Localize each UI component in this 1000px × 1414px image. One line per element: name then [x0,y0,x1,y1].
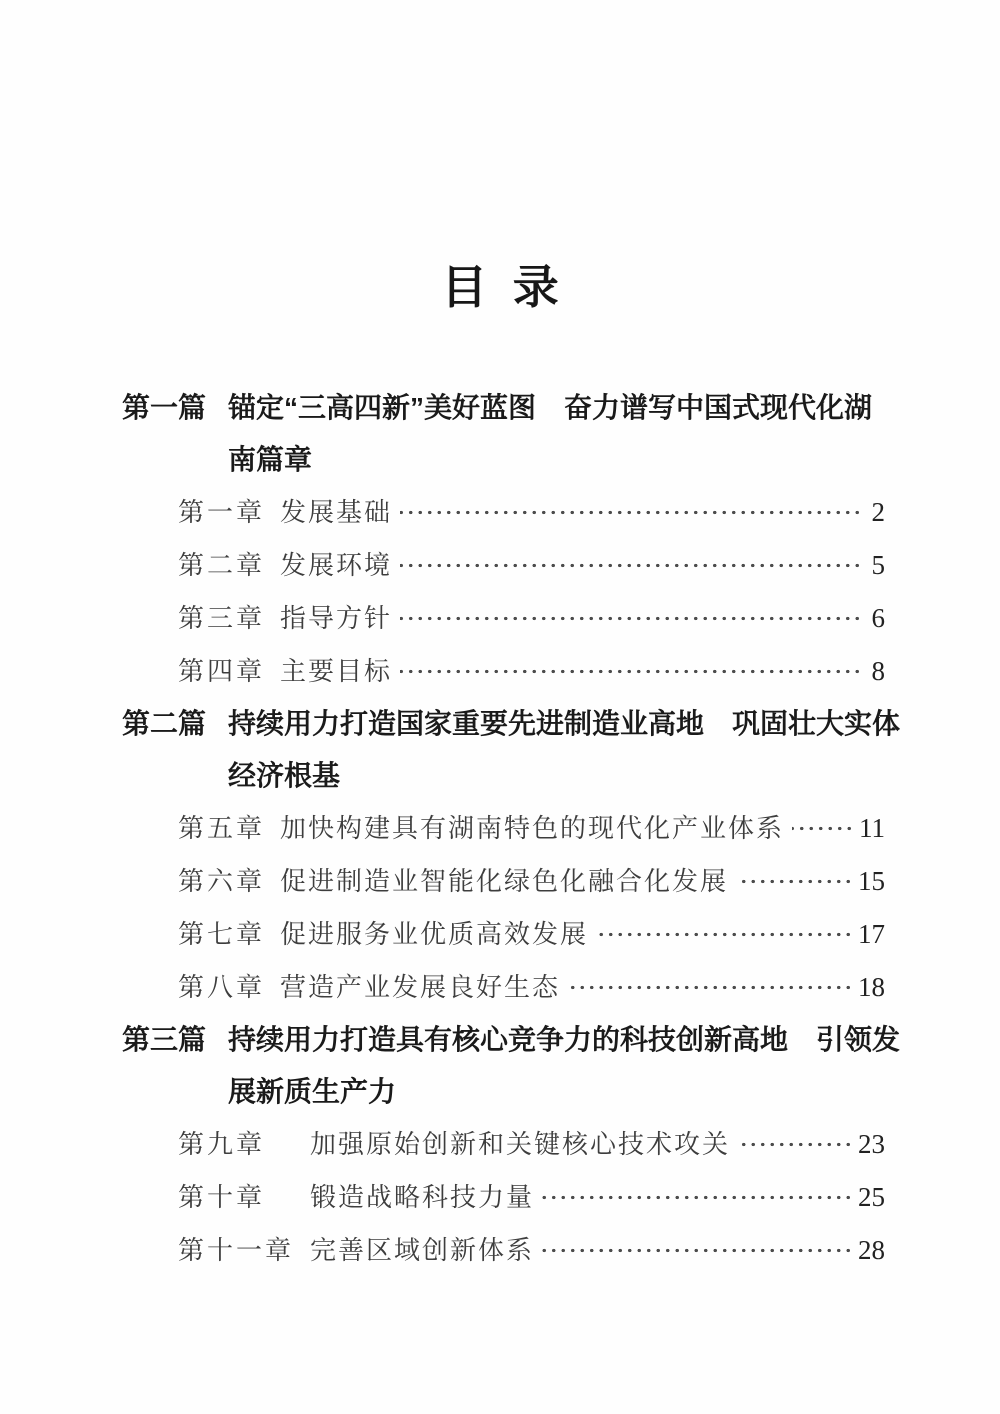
toc-section-3 [122,1014,901,1277]
section-title-line-2: 展新质生产力 [228,1076,397,1107]
section-title [228,698,900,802]
section-label: 第二篇 [122,708,207,739]
chapter-number: 第三章 [178,604,266,633]
page-number: 18 [858,972,885,1002]
section-title-line-2: 南篇章 [228,444,313,475]
chapter-title: 主要目标 [280,657,393,686]
chapter-number: 第一章 [178,498,266,527]
chapter-number: 第十章 [178,1183,266,1212]
toc-entry-chapter-1 [122,486,885,539]
chapter-number: 第七章 [178,920,266,949]
page-number: 25 [858,1182,885,1212]
toc-entry-chapter-4 [122,645,885,698]
page-number: 6 [871,603,885,633]
toc-entry-chapter-6 [122,855,885,908]
section-title-line-1: 持续用力打造国家重要先进制造业高地 巩固壮大实体 [228,708,901,739]
page-number: 2 [871,497,885,527]
dot-leader [792,825,854,832]
toc-entry-chapter-10 [122,1171,885,1224]
chapter-number: 第九章 [178,1130,266,1159]
dot-leader [400,668,862,675]
chapter-title: 加快构建具有湖南特色的现代化产业体系 [280,814,785,843]
page-number: 11 [859,813,885,843]
dot-leader [738,1141,853,1148]
section-label: 第三篇 [122,1024,207,1055]
chapter-title: 促进服务业优质高效发展 [280,920,589,949]
chapter-title: 促进制造业智能化绿色化融合化发展 [280,867,729,896]
section-title [228,382,885,486]
section-label: 第一篇 [122,392,207,423]
chapter-number: 第五章 [178,814,266,843]
toc-entry-chapter-11 [122,1224,885,1277]
chapter-title: 发展基础 [280,498,393,527]
toc-entry-chapter-5 [122,802,885,855]
dot-leader [736,878,853,885]
toc-entry-chapter-2 [122,539,885,592]
document-title: 目 录 [441,261,559,313]
page-number: 15 [858,866,885,896]
chapter-title: 完善区域创新体系 [310,1236,535,1265]
dot-leader [542,1194,853,1201]
chapter-number: 第十一章 [178,1236,295,1265]
toc-section-2 [122,698,901,1014]
chapter-number: 第四章 [178,657,266,686]
chapter-title: 加强原始创新和关键核心技术攻关 [310,1130,731,1159]
chapter-number: 第八章 [178,973,266,1002]
chapter-number: 第六章 [178,867,266,896]
dot-leader [400,615,862,622]
chapter-title: 发展环境 [280,551,393,580]
section-heading [122,698,901,802]
dot-leader [596,931,853,938]
page-number: 23 [858,1129,885,1159]
toc-entry-chapter-7 [122,908,885,961]
chapter-title: 锻造战略科技力量 [310,1183,535,1212]
toc-section-1 [122,382,885,698]
dot-leader [400,509,862,516]
page-number: 17 [858,919,885,949]
chapter-title: 指导方针 [280,604,393,633]
section-title-line-1: 持续用力打造具有核心竞争力的科技创新高地 引领发 [228,1024,901,1055]
dot-leader [568,984,853,991]
table-of-contents [0,382,1000,1277]
toc-entry-chapter-3 [122,592,885,645]
dot-leader [400,562,862,569]
section-title-line-2: 经济根基 [228,760,341,791]
chapter-title: 营造产业发展良好生态 [280,973,561,1002]
page-number: 8 [871,656,885,686]
page-number: 5 [871,550,885,580]
section-title-line-1: 锚定“三高四新”美好蓝图 奋力谱写中国式现代化湖 [228,392,873,423]
section-title [228,1014,900,1118]
section-heading [122,1014,901,1118]
dot-leader [542,1247,853,1254]
chapter-number: 第二章 [178,551,266,580]
toc-entry-chapter-9 [122,1118,885,1171]
toc-entry-chapter-8 [122,961,885,1014]
section-heading [122,382,885,486]
page-number: 28 [858,1235,885,1265]
